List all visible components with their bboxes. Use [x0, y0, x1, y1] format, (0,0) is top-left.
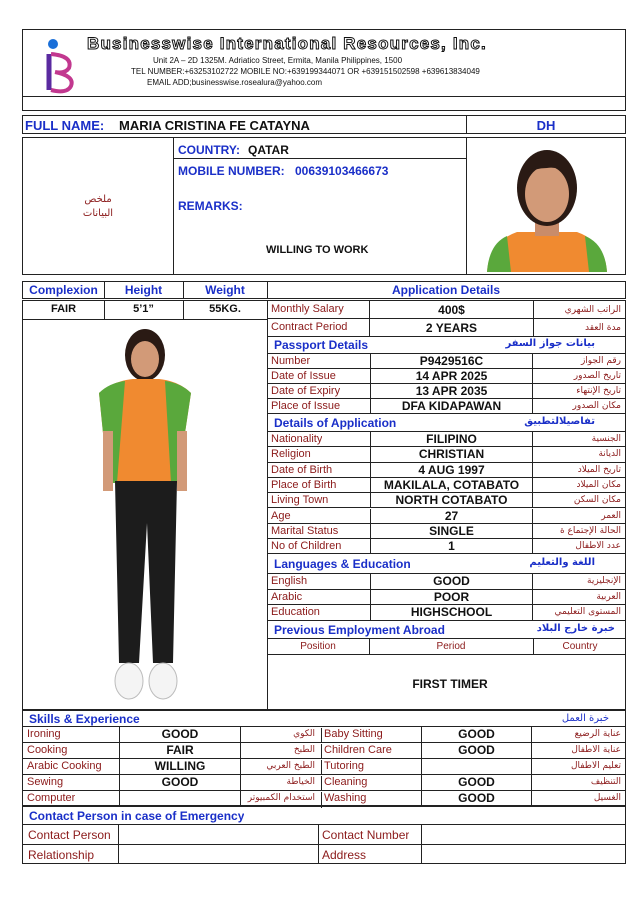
contact-number-label: Contact Number [322, 828, 410, 842]
marital-status-label: Marital Status [271, 524, 339, 537]
skill-washing-ar: الغسيل [593, 793, 621, 803]
passport-date-of-issue-value: 14 APR 2025 [370, 369, 533, 383]
lang-education-label: Education [271, 606, 320, 619]
age-label: Age [271, 509, 291, 522]
skills-block [22, 710, 626, 806]
skill-ironing-value: GOOD [119, 727, 241, 742]
summary-arabic-label-2: البيانات [82, 208, 114, 219]
skill-arabic-cooking-ar: الطبخ العربي [266, 761, 315, 771]
no-of-children-row [268, 539, 625, 554]
details-header-row [268, 414, 625, 432]
no-of-children-value: 1 [370, 539, 533, 553]
employment-header: Previous Employment Abroad [274, 623, 445, 637]
passport-place-of-issue-label: Place of Issue [271, 400, 341, 412]
country-value: QATAR [248, 143, 289, 157]
remarks-value: WILLING TO WORK [266, 244, 369, 256]
country-label: COUNTRY: [178, 143, 240, 157]
living-town-ar: مكان السكن [573, 495, 621, 506]
nationality-value: FILIPINO [370, 432, 533, 446]
mobile-value: 00639103466673 [295, 164, 389, 178]
passport-place-of-issue-ar: مكان الصدور [572, 401, 621, 411]
physical-header-row [22, 281, 626, 299]
details-header-ar: تفاصيلالتطبيق [524, 416, 595, 427]
skill-arabic-cooking-value: WILLING [119, 759, 241, 774]
mobile-label: MOBILE NUMBER: [178, 164, 285, 178]
salary-row [268, 301, 625, 319]
skills-header: Skills & Experience [29, 712, 140, 726]
passport-number-label: Number [271, 355, 311, 367]
weight-header: Weight [205, 283, 245, 297]
skill-baby-sitting-value: GOOD [421, 727, 532, 742]
skill-cleaning-ar: التنظيف [590, 777, 621, 787]
company-phones: TEL NUMBER:+63253102722 MOBILE NO:+639199344071 OR +639151502598 +639613834049 [131, 67, 480, 76]
company-name: Businesswise International Resources, Inc. [87, 34, 487, 53]
skills-row [23, 727, 625, 743]
skills-row [23, 759, 625, 775]
skills-row [23, 775, 625, 791]
passport-place-of-issue-row [268, 399, 625, 414]
full-body-photo [73, 323, 213, 709]
summary-block [22, 137, 626, 275]
employment-header-ar: خبرة خارج البلاد [536, 623, 615, 634]
passport-number-value: P9429516C [370, 354, 533, 368]
skill-tutoring-label: Tutoring [321, 760, 421, 775]
skills-row [23, 791, 625, 807]
contract-ar: مدة العقد [585, 323, 621, 333]
skill-computer-value [119, 791, 241, 807]
skill-cooking-value: FAIR [119, 743, 241, 758]
skill-baby-sitting-label: Baby Sitting [321, 728, 421, 743]
passport-date-of-issue-label: Date of Issue [271, 370, 336, 382]
employment-col-period: Period [436, 641, 466, 652]
contact-person-label: Contact Person [28, 828, 111, 842]
lang-education-value: HIGHSCHOOL [370, 605, 533, 620]
passport-place-of-issue-value: DFA KIDAPAWAN [370, 399, 533, 413]
remarks-label: REMARKS: [178, 199, 243, 213]
employment-col-position: Position [300, 641, 336, 652]
place-of-birth-row [268, 478, 625, 493]
passport-header-ar: بيانات جواز السفر [505, 338, 595, 349]
date-of-birth-label: Date of Birth [271, 463, 333, 476]
skills-header-ar: خبرة العمل [561, 713, 609, 724]
skill-sewing-ar: الخياطة [286, 777, 315, 787]
contract-value: 2 YEARS [425, 321, 478, 335]
place-of-birth-value: MAKILALA, COTABATO [370, 478, 533, 492]
position-code: DH [536, 118, 556, 133]
passport-date-of-expiry-value: 13 APR 2035 [370, 384, 533, 398]
weight-value: 55KG. [209, 303, 241, 315]
no-of-children-label: No of Children [271, 540, 342, 553]
lang-arabic-label: Arabic [271, 590, 303, 603]
portrait-photo [477, 144, 617, 272]
lang-education-row [268, 605, 625, 621]
skill-tutoring-value [421, 759, 532, 774]
religion-label: Religion [271, 448, 311, 461]
passport-number-row [268, 354, 625, 369]
age-ar: العمر [601, 510, 621, 521]
passport-date-of-expiry-label: Date of Expiry [271, 385, 341, 397]
languages-header-row [268, 555, 625, 574]
passport-number-ar: رقم الجواز [580, 356, 621, 366]
skill-cooking-ar: الطبخ [293, 745, 315, 755]
employment-col-country: Country [562, 641, 598, 652]
passport-header: Passport Details [274, 338, 369, 352]
company-logo [43, 36, 83, 96]
employment-note: FIRST TIMER [412, 677, 488, 691]
height-header: Height [124, 283, 163, 297]
lang-english-ar: الإنجليزية [587, 576, 621, 586]
employment-header-row [268, 621, 625, 639]
skill-sewing-value: GOOD [119, 775, 241, 790]
no-of-children-ar: عدد الأطفال [575, 541, 621, 552]
date-of-birth-value: 4 AUG 1997 [370, 463, 533, 477]
religion-row [268, 447, 625, 462]
emergency-row-1 [23, 825, 625, 845]
passport-date-of-expiry-row [268, 384, 625, 399]
date-of-birth-ar: تاريخ الميلاد [577, 464, 621, 475]
salary-value: 400$ [438, 303, 465, 317]
passport-header-row [268, 337, 625, 354]
skill-ironing-ar: الكوي [293, 729, 315, 739]
nationality-label: Nationality [271, 433, 323, 445]
skill-cooking-label: Cooking [27, 744, 68, 756]
place-of-birth-label: Place of Birth [271, 478, 337, 491]
full-name-label: FULL NAME: [25, 118, 105, 133]
company-address: Unit 2A – 2D 1325M. Adriatico Street, Ermita, Manila Philippines, 1500 [153, 56, 403, 65]
passport-date-of-issue-row [268, 369, 625, 384]
details-column [267, 301, 625, 709]
salary-label: Monthly Salary [271, 303, 344, 315]
skill-baby-sitting-ar: عناية الرضيع [574, 729, 621, 739]
nationality-row [268, 432, 625, 447]
complexion-value: FAIR [50, 303, 77, 315]
address-label: Address [322, 848, 367, 862]
lang-arabic-ar: العربية [596, 591, 621, 602]
summary-arabic-label-1: ملخص [84, 194, 112, 205]
skill-children-care-label: Children Care [321, 744, 421, 759]
lang-english-label: English [271, 575, 308, 587]
skill-tutoring-ar: تعليم الأطفال [570, 761, 621, 771]
lang-arabic-row [268, 590, 625, 606]
skill-computer-label: Computer [27, 792, 76, 804]
skill-cleaning-value: GOOD [421, 775, 532, 790]
skills-row [23, 743, 625, 759]
age-value: 27 [370, 509, 533, 523]
employment-columns-row [268, 639, 625, 655]
full-name: MARIA CRISTINA FE CATAYNA [119, 118, 310, 133]
skill-cleaning-label: Cleaning [321, 776, 421, 791]
age-row [268, 509, 625, 524]
application-header: Application Details [391, 283, 501, 297]
passport-date-of-issue-ar: تاريخ الصدور [573, 371, 621, 381]
main-body [22, 300, 626, 710]
living-town-value: NORTH COTABATO [370, 493, 533, 507]
passport-date-of-expiry-ar: تاريخ الإنتهاء [576, 386, 621, 396]
details-header: Details of Application [274, 416, 397, 430]
living-town-row [268, 493, 625, 508]
emergency-row-2 [23, 845, 625, 864]
date-of-birth-row [268, 463, 625, 478]
marital-status-value: SINGLE [370, 524, 533, 538]
skill-washing-value: GOOD [421, 791, 532, 807]
letterhead [22, 29, 626, 111]
emergency-header: Contact Person in case of Emergency [29, 809, 245, 823]
contract-label: Contract Period [271, 321, 348, 333]
religion-value: CHRISTIAN [370, 447, 533, 461]
religion-ar: الديانة [598, 449, 621, 460]
lang-education-ar: المستوى التعليمي [554, 607, 621, 618]
skills-header-row [23, 711, 625, 727]
emergency-block [22, 806, 626, 864]
languages-header: Languages & Education [274, 557, 411, 571]
skill-computer-ar: استخدام الكمبيوتر [247, 793, 315, 803]
skill-children-care-value: GOOD [421, 743, 532, 758]
skill-children-care-ar: عناية الأطفال [571, 745, 621, 755]
height-value: 5’1” [133, 303, 154, 315]
skill-ironing-label: Ironing [27, 728, 61, 740]
skill-arabic-cooking-label: Arabic Cooking [27, 760, 102, 772]
relationship-label: Relationship [28, 848, 95, 862]
skill-sewing-label: Sewing [27, 776, 64, 788]
emergency-header-row [23, 807, 625, 825]
languages-header-ar: اللغة والتعليم [529, 557, 595, 568]
lang-arabic-value: POOR [370, 590, 533, 605]
name-row [22, 115, 626, 134]
marital-status-row [268, 524, 625, 539]
company-email: EMAIL ADD;businesswise.rosealura@yahoo.com [147, 78, 323, 87]
living-town-label: Living Town [271, 494, 329, 507]
skill-washing-label: Washing [321, 792, 421, 808]
lang-english-value: GOOD [370, 574, 533, 589]
lang-english-row [268, 574, 625, 590]
complexion-header: Complexion [29, 283, 98, 297]
contract-row [268, 319, 625, 337]
nationality-ar: الجنسية [591, 434, 621, 444]
salary-ar: الراتب الشهري [564, 305, 621, 315]
marital-status-ar: الحالة الإجتماع ة [559, 525, 621, 536]
place-of-birth-ar: مكان الميلاد [576, 479, 621, 490]
